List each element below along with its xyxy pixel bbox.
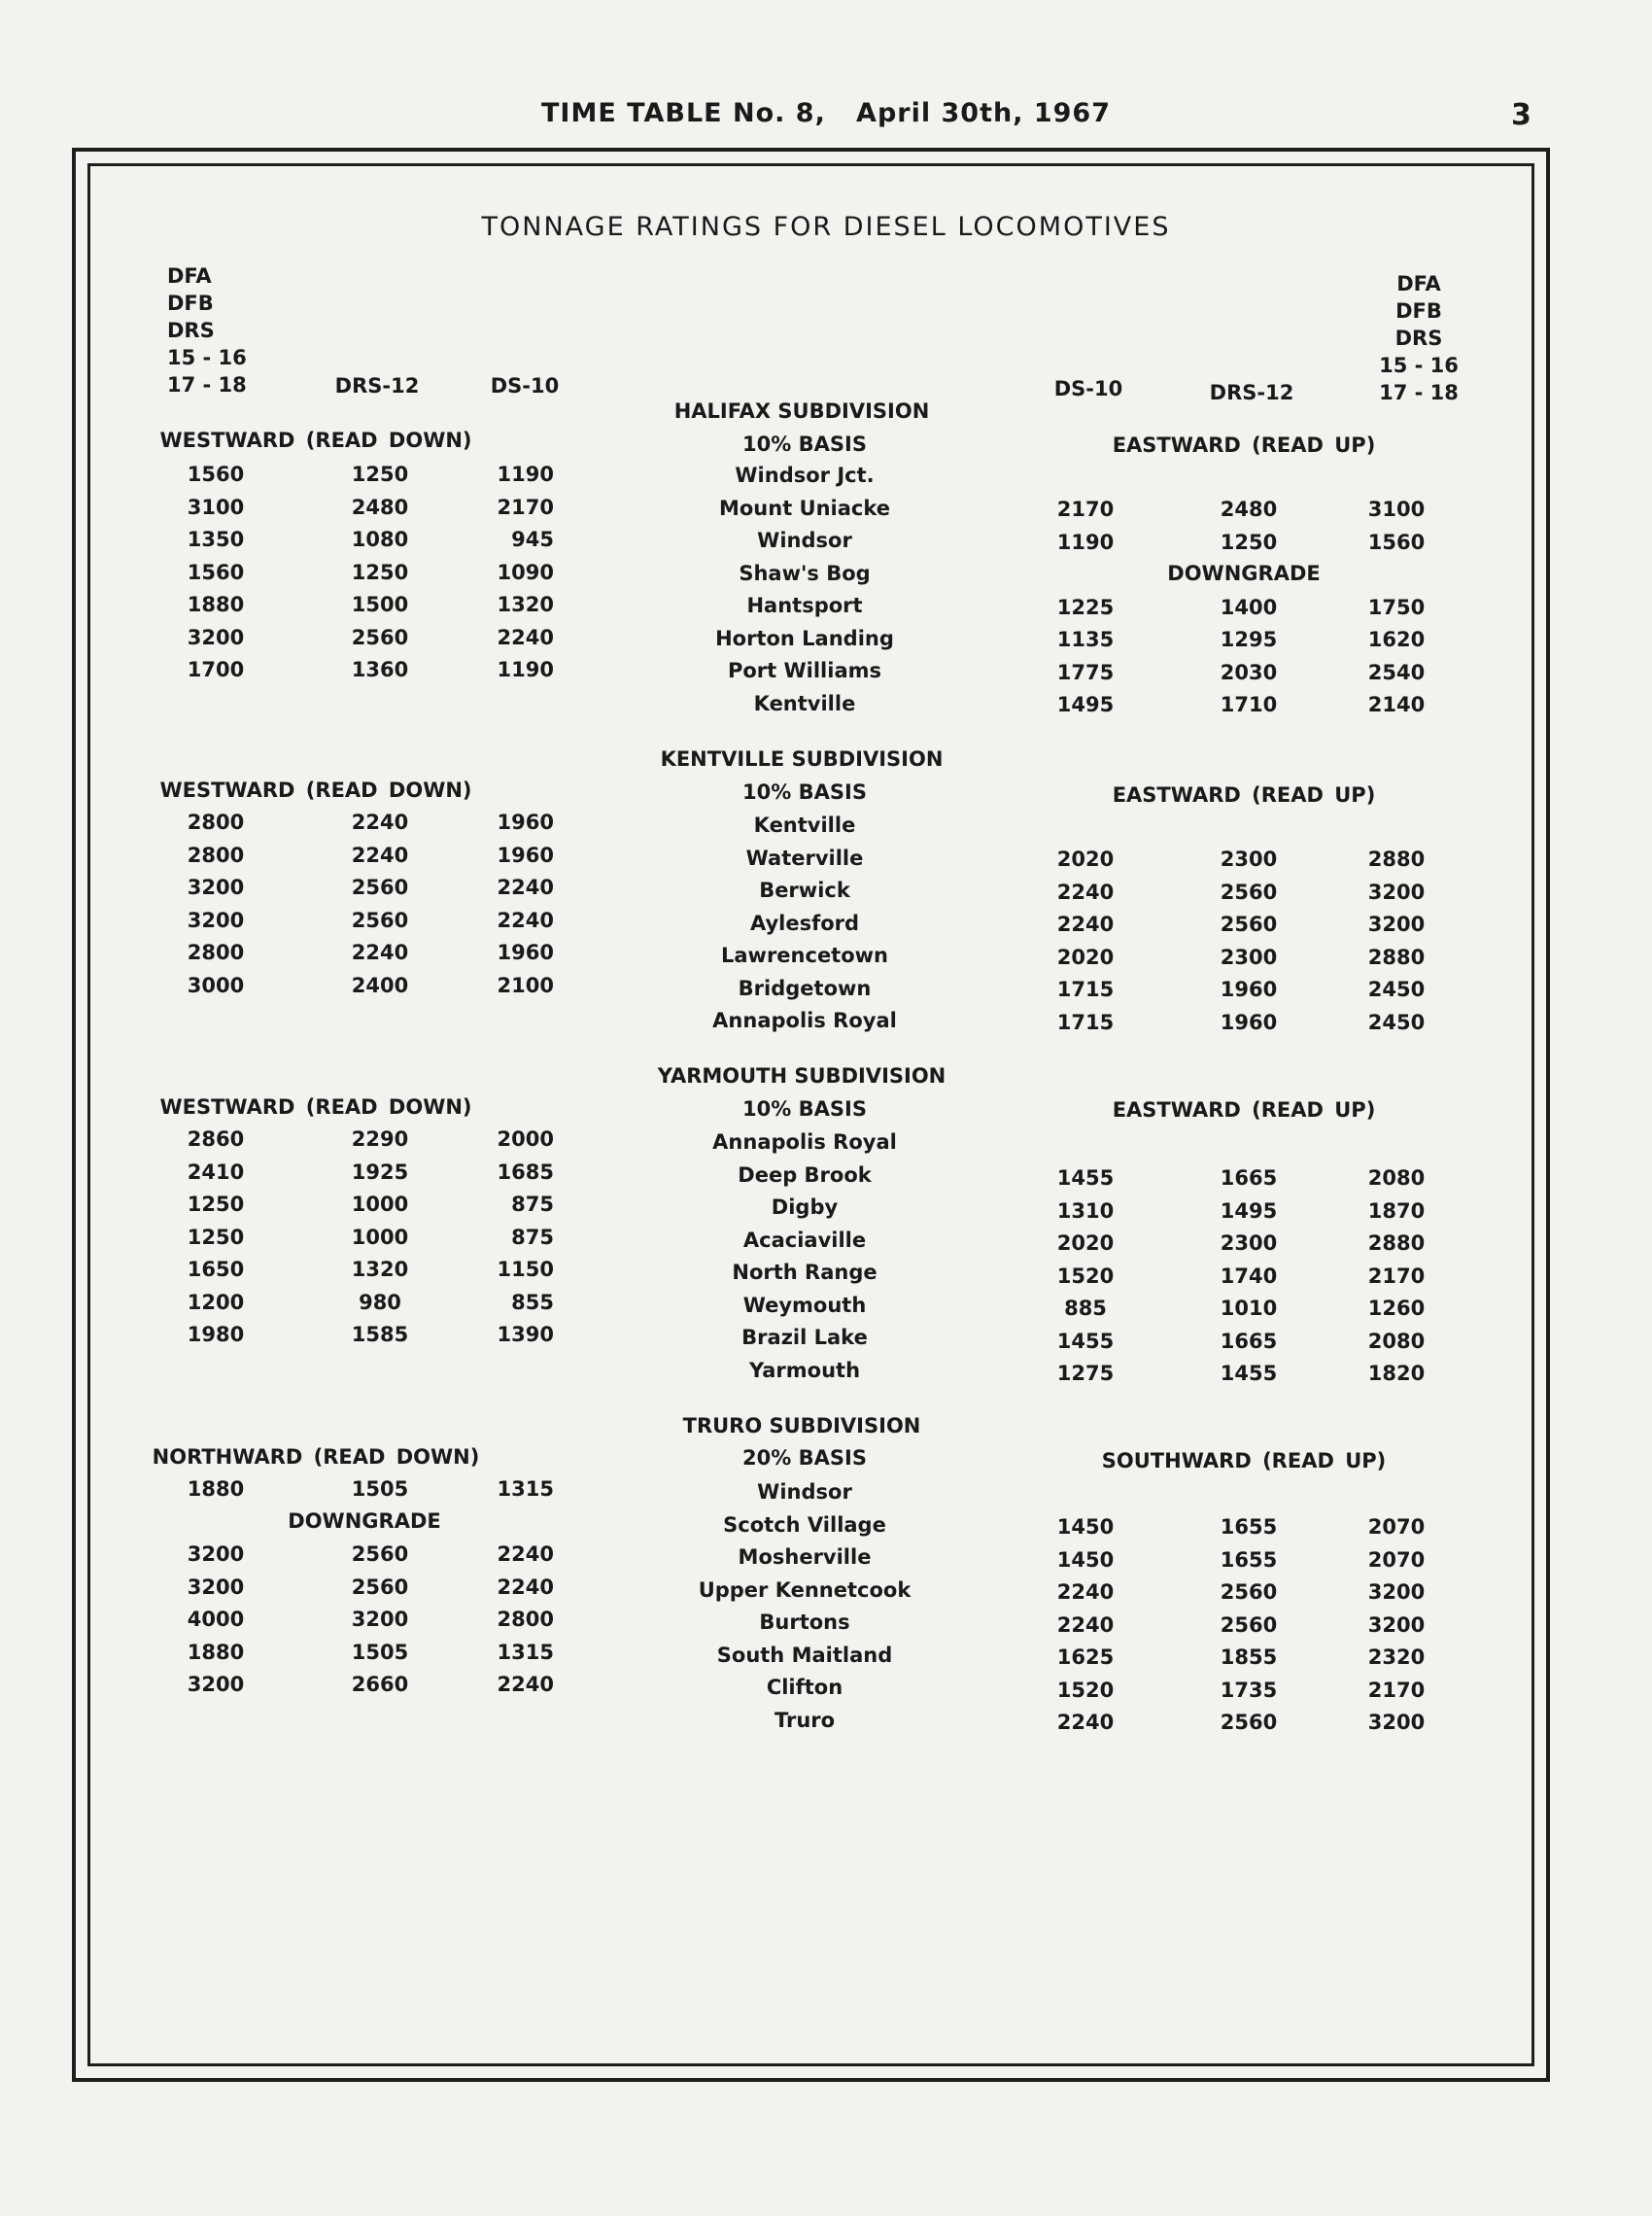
tonnage-value: 1880 bbox=[187, 593, 245, 616]
tonnage-value: 3200 bbox=[1367, 913, 1426, 936]
tonnage-value: 3100 bbox=[1367, 498, 1426, 521]
grade-basis: 10% BASIS bbox=[742, 780, 867, 804]
tonnage-value: 2450 bbox=[1367, 978, 1426, 1001]
tonnage-value: 1350 bbox=[187, 528, 245, 551]
tonnage-value: 1505 bbox=[351, 1477, 409, 1501]
station-name: Acaciaville bbox=[742, 1228, 867, 1252]
tonnage-value: 2800 bbox=[187, 811, 245, 834]
tonnage-value: 1455 bbox=[1056, 1329, 1115, 1353]
tonnage-value: 1960 bbox=[497, 843, 554, 867]
tonnage-value: 1450 bbox=[1056, 1515, 1115, 1539]
left-drs12-header: DRS-12 bbox=[334, 374, 420, 398]
tonnage-value: 2240 bbox=[1056, 1580, 1115, 1604]
tonnage-value: 2140 bbox=[1367, 693, 1426, 716]
left-locomotive-group-header: DFA DFB DRS 15 - 16 17 - 18 bbox=[167, 264, 247, 397]
tonnage-value: 1980 bbox=[187, 1323, 245, 1346]
direction-heading-right: EASTWARD (READ UP) bbox=[1112, 1098, 1376, 1122]
tonnage-value: 2800 bbox=[497, 1608, 554, 1631]
station-name: Bridgetown bbox=[738, 976, 872, 1000]
station-name: Truro bbox=[774, 1708, 836, 1732]
tonnage-value: 1190 bbox=[497, 658, 554, 681]
tonnage-value: 1455 bbox=[1220, 1362, 1278, 1385]
downgrade-note: DOWNGRADE bbox=[288, 1509, 441, 1533]
tonnage-value: 1495 bbox=[1056, 693, 1115, 716]
tonnage-value: 1870 bbox=[1367, 1198, 1426, 1223]
subdivision-title: KENTVILLE SUBDIVISION bbox=[660, 747, 944, 771]
tonnage-value: 2800 bbox=[187, 843, 245, 867]
right-drs12-header: DRS-12 bbox=[1209, 381, 1294, 404]
tonnage-value: 3200 bbox=[1367, 1711, 1426, 1734]
station-name: Mount Uniacke bbox=[718, 496, 891, 520]
tonnage-value: 1275 bbox=[1056, 1362, 1115, 1385]
station-name: Brazil Lake bbox=[741, 1326, 868, 1349]
tonnage-value: 1880 bbox=[187, 1640, 245, 1664]
tonnage-value: 3200 bbox=[187, 625, 245, 649]
tonnage-value: 1190 bbox=[1056, 530, 1115, 554]
tonnage-value: 1960 bbox=[497, 941, 554, 964]
grade-basis: 10% BASIS bbox=[742, 433, 867, 456]
station-name: Annapolis Royal bbox=[712, 1130, 897, 1154]
station-name: Yarmouth bbox=[748, 1358, 861, 1382]
tonnage-value: 1960 bbox=[497, 811, 554, 834]
tonnage-value: 1655 bbox=[1220, 1515, 1278, 1539]
station-name: Digby bbox=[771, 1195, 839, 1219]
station-name: Aylesford bbox=[749, 911, 860, 935]
tonnage-value: 2660 bbox=[351, 1673, 409, 1696]
tonnage-value: 1740 bbox=[1220, 1264, 1278, 1288]
tonnage-value: 2320 bbox=[1367, 1645, 1426, 1669]
tonnage-value: 2480 bbox=[351, 495, 409, 519]
tonnage-value: 1960 bbox=[1220, 978, 1278, 1001]
tonnage-value: 2170 bbox=[1367, 1264, 1426, 1288]
page-title: TONNAGE RATINGS FOR DIESEL LOCOMOTIVES bbox=[481, 212, 1171, 242]
tonnage-value: 1880 bbox=[187, 1477, 245, 1501]
tonnage-value: 1495 bbox=[1220, 1198, 1278, 1223]
tonnage-value: 3200 bbox=[1367, 880, 1426, 904]
station-name: Scotch Village bbox=[723, 1512, 886, 1537]
tonnage-value: 2240 bbox=[497, 876, 554, 899]
tonnage-value: 1010 bbox=[1220, 1297, 1278, 1320]
tonnage-value: 1000 bbox=[351, 1225, 409, 1249]
tonnage-value: 2560 bbox=[351, 908, 409, 932]
tonnage-value: 1650 bbox=[187, 1258, 245, 1281]
station-name: Port Williams bbox=[727, 659, 882, 682]
tonnage-value: 855 bbox=[511, 1290, 554, 1314]
tonnage-value: 2300 bbox=[1220, 1231, 1278, 1255]
tonnage-value: 3200 bbox=[1367, 1580, 1426, 1604]
tonnage-value: 2300 bbox=[1220, 848, 1278, 871]
tonnage-value: 2880 bbox=[1367, 848, 1426, 871]
tonnage-value: 2880 bbox=[1367, 945, 1426, 969]
tonnage-value: 2540 bbox=[1367, 660, 1426, 684]
tonnage-value: 2560 bbox=[351, 625, 409, 649]
tonnage-value: 3200 bbox=[187, 876, 245, 899]
tonnage-value: 3000 bbox=[187, 973, 245, 997]
direction-heading-left: WESTWARD (READ DOWN) bbox=[159, 779, 472, 802]
tonnage-value: 1360 bbox=[351, 658, 409, 681]
tonnage-value: 2240 bbox=[497, 1575, 554, 1599]
tonnage-value: 2480 bbox=[1220, 498, 1278, 521]
timetable-header: TIME TABLE No. 8, April 30th, 1967 bbox=[540, 98, 1112, 128]
grade-basis: 20% BASIS bbox=[742, 1446, 867, 1470]
station-name: Hantsport bbox=[746, 594, 863, 617]
subdivision-title: YARMOUTH SUBDIVISION bbox=[657, 1064, 946, 1088]
tonnage-value: 2560 bbox=[1220, 1612, 1278, 1637]
tonnage-value: 2240 bbox=[497, 625, 554, 649]
tonnage-value: 1450 bbox=[1056, 1547, 1115, 1572]
tonnage-value: 2560 bbox=[1220, 1580, 1278, 1604]
direction-heading-right: EASTWARD (READ UP) bbox=[1112, 433, 1376, 457]
tonnage-value: 3100 bbox=[187, 495, 245, 519]
tonnage-value: 2450 bbox=[1367, 1010, 1426, 1034]
subdivision-title: HALIFAX SUBDIVISION bbox=[673, 399, 930, 423]
tonnage-value: 2020 bbox=[1056, 1231, 1115, 1255]
tonnage-value: 2560 bbox=[1220, 913, 1278, 936]
tonnage-value: 1455 bbox=[1056, 1166, 1115, 1190]
tonnage-value: 1250 bbox=[351, 560, 409, 584]
tonnage-value: 2000 bbox=[497, 1127, 554, 1151]
tonnage-value: 1560 bbox=[187, 560, 245, 584]
tonnage-value: 1520 bbox=[1056, 1264, 1115, 1288]
tonnage-value: 1925 bbox=[351, 1160, 409, 1184]
station-name: Berwick bbox=[759, 879, 850, 902]
tonnage-value: 1225 bbox=[1056, 595, 1115, 619]
direction-heading-left: WESTWARD (READ DOWN) bbox=[159, 429, 472, 452]
station-name: Clifton bbox=[766, 1676, 843, 1699]
station-name: Annapolis Royal bbox=[712, 1009, 897, 1032]
tonnage-value: 1710 bbox=[1220, 693, 1278, 716]
tonnage-value: 2860 bbox=[187, 1127, 245, 1151]
right-ds10-header: DS-10 bbox=[1053, 377, 1123, 400]
tonnage-value: 2240 bbox=[351, 843, 409, 867]
tonnage-value: 2560 bbox=[351, 1575, 409, 1599]
tonnage-value: 875 bbox=[511, 1225, 554, 1249]
tonnage-value: 1620 bbox=[1367, 628, 1426, 651]
tonnage-value: 2240 bbox=[351, 811, 409, 834]
tonnage-value: 2800 bbox=[187, 941, 245, 964]
tonnage-value: 1390 bbox=[497, 1323, 554, 1346]
tonnage-value: 1400 bbox=[1220, 595, 1278, 619]
tonnage-value: 1200 bbox=[187, 1290, 245, 1314]
station-name: Weymouth bbox=[742, 1293, 867, 1317]
station-name: Kentville bbox=[753, 814, 856, 837]
tonnage-value: 1560 bbox=[187, 463, 245, 486]
tonnage-value: 1250 bbox=[351, 463, 409, 486]
tonnage-value: 1665 bbox=[1220, 1166, 1278, 1190]
tonnage-value: 980 bbox=[359, 1290, 401, 1314]
tonnage-value: 1820 bbox=[1367, 1362, 1426, 1385]
station-name: Windsor Jct. bbox=[735, 464, 875, 487]
tonnage-value: 2240 bbox=[497, 1542, 554, 1566]
tonnage-value: 875 bbox=[511, 1193, 554, 1216]
station-name: Waterville bbox=[745, 846, 864, 870]
station-name: Mosherville bbox=[738, 1545, 872, 1569]
tonnage-value: 1250 bbox=[187, 1225, 245, 1249]
tonnage-value: 1500 bbox=[351, 593, 409, 616]
tonnage-value: 2410 bbox=[187, 1160, 245, 1184]
tonnage-value: 1560 bbox=[1367, 530, 1426, 554]
station-name: Horton Landing bbox=[715, 626, 894, 650]
tonnage-value: 1750 bbox=[1367, 595, 1426, 619]
tonnage-value: 1250 bbox=[187, 1193, 245, 1216]
tonnage-value: 2560 bbox=[1220, 1711, 1278, 1734]
tonnage-value: 1295 bbox=[1220, 628, 1278, 651]
tonnage-value: 2020 bbox=[1056, 848, 1115, 871]
tonnage-value: 1655 bbox=[1220, 1547, 1278, 1572]
tonnage-value: 2240 bbox=[1056, 880, 1115, 904]
tonnage-value: 4000 bbox=[187, 1608, 245, 1631]
tonnage-value: 2560 bbox=[351, 1542, 409, 1566]
tonnage-value: 885 bbox=[1064, 1297, 1107, 1320]
tonnage-value: 1190 bbox=[497, 463, 554, 486]
tonnage-value: 2240 bbox=[1056, 1612, 1115, 1637]
tonnage-value: 2080 bbox=[1367, 1329, 1426, 1353]
direction-heading-right: EASTWARD (READ UP) bbox=[1112, 783, 1376, 807]
station-name: Shaw's Bog bbox=[739, 561, 871, 585]
tonnage-value: 3200 bbox=[187, 1575, 245, 1599]
left-ds10-header: DS-10 bbox=[490, 374, 560, 398]
page-number: 3 bbox=[1511, 98, 1532, 132]
tonnage-value: 2240 bbox=[351, 941, 409, 964]
tonnage-value: 2240 bbox=[497, 1673, 554, 1696]
tonnage-value: 1150 bbox=[497, 1258, 554, 1281]
tonnage-value: 1685 bbox=[497, 1160, 554, 1184]
tonnage-value: 2030 bbox=[1220, 660, 1278, 684]
direction-heading-left: NORTHWARD (READ DOWN) bbox=[152, 1445, 480, 1469]
tonnage-value: 1315 bbox=[497, 1640, 554, 1664]
tonnage-value: 2020 bbox=[1056, 945, 1115, 969]
tonnage-value: 2170 bbox=[497, 495, 554, 519]
tonnage-value: 2070 bbox=[1367, 1515, 1426, 1539]
tonnage-value: 1080 bbox=[351, 528, 409, 551]
downgrade-note: DOWNGRADE bbox=[1167, 562, 1321, 585]
tonnage-value: 2300 bbox=[1220, 945, 1278, 969]
tonnage-value: 1260 bbox=[1367, 1297, 1426, 1320]
tonnage-value: 2240 bbox=[497, 908, 554, 932]
tonnage-value: 2560 bbox=[351, 876, 409, 899]
tonnage-value: 945 bbox=[511, 528, 554, 551]
tonnage-value: 1250 bbox=[1220, 530, 1278, 554]
direction-heading-left: WESTWARD (READ DOWN) bbox=[159, 1095, 472, 1119]
tonnage-value: 1715 bbox=[1056, 1010, 1115, 1034]
tonnage-value: 2080 bbox=[1367, 1166, 1426, 1190]
tonnage-value: 1310 bbox=[1056, 1198, 1115, 1223]
direction-heading-right: SOUTHWARD (READ UP) bbox=[1101, 1449, 1387, 1472]
station-name: Windsor bbox=[757, 529, 852, 552]
tonnage-value: 1665 bbox=[1220, 1329, 1278, 1353]
tonnage-value: 2170 bbox=[1056, 498, 1115, 521]
tonnage-value: 3200 bbox=[187, 1542, 245, 1566]
station-name: Lawrencetown bbox=[720, 944, 889, 967]
tonnage-value: 2240 bbox=[1056, 1711, 1115, 1734]
station-name: North Range bbox=[732, 1261, 878, 1284]
tonnage-value: 2100 bbox=[497, 973, 554, 997]
station-name: Windsor bbox=[757, 1480, 852, 1504]
grade-basis: 10% BASIS bbox=[742, 1097, 867, 1121]
tonnage-value: 3200 bbox=[1367, 1612, 1426, 1637]
tonnage-value: 3200 bbox=[351, 1608, 409, 1631]
tonnage-value: 1315 bbox=[497, 1477, 554, 1501]
tonnage-value: 1715 bbox=[1056, 978, 1115, 1001]
tonnage-value: 2560 bbox=[1220, 880, 1278, 904]
tonnage-value: 1700 bbox=[187, 658, 245, 681]
tonnage-value: 2070 bbox=[1367, 1547, 1426, 1572]
tonnage-value: 1585 bbox=[351, 1323, 409, 1346]
station-name: Upper Kennetcook bbox=[698, 1577, 912, 1602]
tonnage-value: 1090 bbox=[497, 560, 554, 584]
subdivision-title: TRURO SUBDIVISION bbox=[682, 1414, 921, 1437]
tonnage-value: 2400 bbox=[351, 973, 409, 997]
tonnage-value: 1735 bbox=[1220, 1678, 1278, 1702]
tonnage-value: 1960 bbox=[1220, 1010, 1278, 1034]
tonnage-value: 1520 bbox=[1056, 1678, 1115, 1702]
tonnage-value: 1135 bbox=[1056, 628, 1115, 651]
tonnage-value: 2290 bbox=[351, 1127, 409, 1151]
tonnage-value: 1320 bbox=[351, 1258, 409, 1281]
tonnage-value: 2880 bbox=[1367, 1231, 1426, 1255]
tonnage-value: 1775 bbox=[1056, 660, 1115, 684]
tonnage-value: 2240 bbox=[1056, 913, 1115, 936]
tonnage-value: 3200 bbox=[187, 908, 245, 932]
station-name: South Maitland bbox=[716, 1643, 893, 1667]
station-name: Burtons bbox=[759, 1610, 850, 1634]
tonnage-value: 1505 bbox=[351, 1640, 409, 1664]
right-locomotive-group-header: DFA DFB DRS 15 - 16 17 - 18 bbox=[1379, 272, 1459, 404]
tonnage-value: 3200 bbox=[187, 1673, 245, 1696]
station-name: Kentville bbox=[753, 691, 856, 715]
station-name: Deep Brook bbox=[738, 1162, 872, 1187]
tonnage-value: 1000 bbox=[351, 1193, 409, 1216]
tonnage-value: 1320 bbox=[497, 593, 554, 616]
tonnage-value: 2170 bbox=[1367, 1678, 1426, 1702]
tonnage-value: 1625 bbox=[1056, 1645, 1115, 1669]
tonnage-value: 1855 bbox=[1220, 1645, 1278, 1669]
